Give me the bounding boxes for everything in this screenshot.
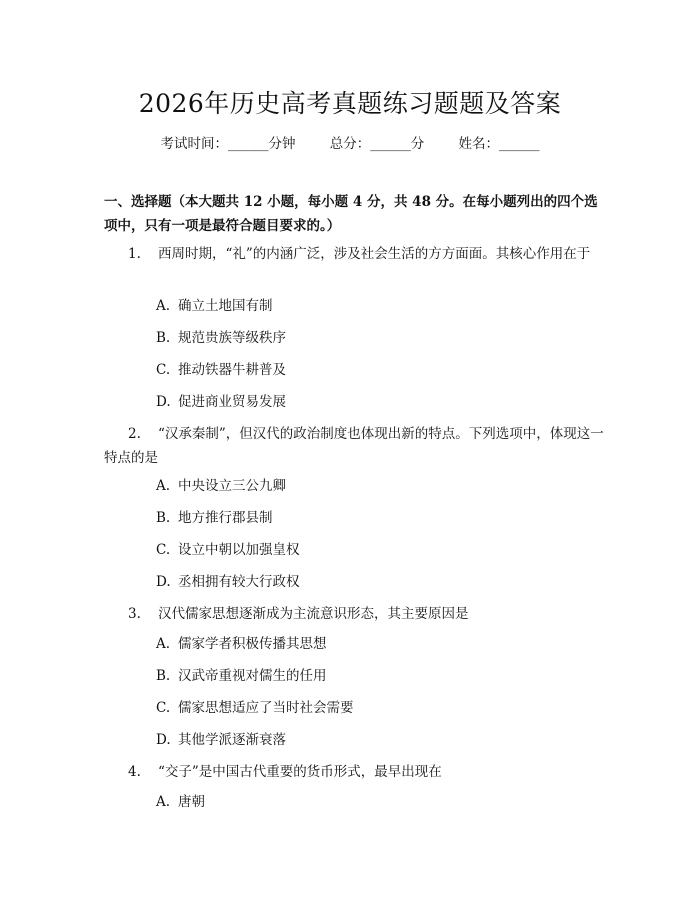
option-text: 其他学派逐渐衰落 — [178, 732, 286, 748]
option-text: 丞相拥有较大行政权 — [178, 574, 300, 590]
option-text: 汉武帝重视对儒生的任用 — [178, 668, 327, 684]
question-text: 西周时期，“礼”的内涵广泛，涉及社会生活的方方面面。其核心作用在于 — [158, 246, 591, 262]
question-number: 2. — [128, 426, 141, 442]
exam-score: 总分：______分 — [329, 136, 425, 152]
option-letter: A. — [156, 298, 171, 314]
option-letter: A. — [156, 478, 171, 494]
option-letter: D. — [156, 574, 171, 590]
question-number: 4. — [128, 764, 141, 780]
exam-meta — [0, 132, 700, 152]
option-text: 儒家学者积极传播其思想 — [178, 636, 327, 652]
option-a — [156, 792, 205, 812]
option-letter: D. — [156, 394, 171, 410]
question-number: 1. — [128, 246, 141, 262]
option-c — [156, 540, 300, 560]
option-letter: A. — [156, 794, 171, 810]
option-text: 推动铁器牛耕普及 — [178, 362, 286, 378]
option-d — [156, 572, 300, 592]
question-1 — [104, 242, 604, 266]
section-heading: 一、选择题（本大题共 12 小题，每小题 4 分，共 48 分。在每小题列出的四个选项中，只有一项是最符合题目要求的。） — [104, 194, 598, 234]
option-letter: D. — [156, 732, 171, 748]
option-letter: C. — [156, 362, 171, 378]
option-text: 确立土地国有制 — [178, 298, 273, 314]
option-text: 设立中朝以加强皇权 — [178, 542, 300, 558]
option-a — [156, 634, 327, 654]
page-title: 2026年历史高考真题练习题题及答案 — [138, 89, 562, 118]
option-letter: A. — [156, 636, 171, 652]
question-text: 汉代儒家思想逐渐成为主流意识形态，其主要原因是 — [158, 606, 469, 622]
option-text: 儒家思想适应了当时社会需要 — [178, 700, 354, 716]
option-c — [156, 698, 354, 718]
option-d — [156, 392, 286, 412]
option-letter: B. — [156, 668, 171, 684]
question-number: 3. — [128, 606, 141, 622]
option-text: 中央设立三公九卿 — [178, 478, 286, 494]
question-4 — [104, 760, 604, 784]
question-text: “汉承秦制”，但汉代的政治制度也体现出新的特点。下列选项中，体现这一特点的是 — [104, 426, 604, 466]
question-text: “交子”是中国古代重要的货币形式，最早出现在 — [158, 764, 442, 780]
question-3 — [104, 602, 604, 626]
option-b — [156, 508, 273, 528]
option-letter: B. — [156, 330, 171, 346]
option-c — [156, 360, 286, 380]
question-2 — [104, 422, 604, 470]
student-name: 姓名：______ — [458, 136, 540, 152]
option-b — [156, 666, 327, 686]
option-letter: B. — [156, 510, 171, 526]
option-letter: C. — [156, 700, 171, 716]
option-d — [156, 730, 286, 750]
option-text: 规范贵族等级秩序 — [178, 330, 286, 346]
option-a — [156, 476, 286, 496]
option-text: 唐朝 — [178, 794, 205, 810]
option-letter: C. — [156, 542, 171, 558]
option-a — [156, 296, 273, 316]
option-b — [156, 328, 286, 348]
exam-time: 考试时间：______分钟 — [160, 136, 296, 152]
option-text: 地方推行郡县制 — [178, 510, 273, 526]
option-text: 促进商业贸易发展 — [178, 394, 286, 410]
